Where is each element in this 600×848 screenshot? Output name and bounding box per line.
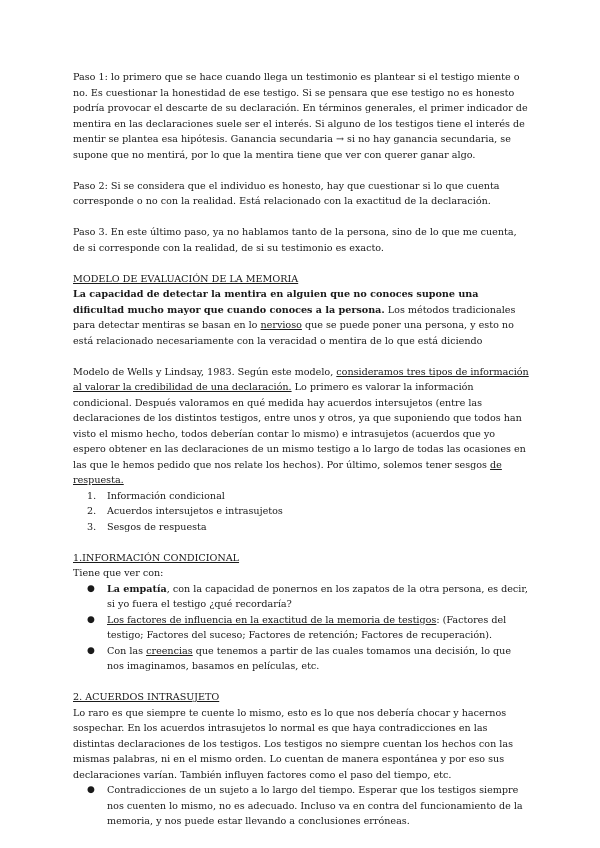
creencias-pre: Con las bbox=[107, 645, 147, 657]
empatia-text: , con la capacidad de ponernos en los zapatos de la otra persona, es decir, si yo fuera el testigo ¿qué recordaría? bbox=[107, 583, 528, 610]
factores-underlined: Los factores de influencia en la exactitud de la memoria de testigos bbox=[107, 614, 437, 626]
list-item bbox=[73, 489, 529, 505]
paso-3-paragraph: Paso 3. En este último paso, ya no hablamos tanto de la persona, sino de lo que me cuenta, de si corresponde con la realidad, de si su testimonio es exacto. bbox=[73, 227, 517, 254]
creencias-underlined: creencias bbox=[146, 645, 193, 657]
bullet-icon: ● bbox=[87, 785, 95, 795]
wells-underlined: consideramos tres tipos de información al valorar la credibilidad de una declaración. bbox=[73, 366, 529, 393]
modelo-heading: MODELO DE EVALUACIÓN DE LA MEMORIA bbox=[73, 273, 299, 285]
list-item-text: Sesgos de respuesta bbox=[107, 521, 207, 533]
acuerdos-list bbox=[73, 783, 529, 830]
acuerdos-bullet-text: Contradicciones de un sujeto a lo largo del tiempo. Esperar que los testigos siempre nos cuenten lo mismo, no es adecuado. Incluso va en contra del funcionamiento de la memoria, y nos puede estar llevando a conclusiones erróneas. bbox=[107, 785, 523, 827]
list-item-text: Información condicional bbox=[107, 490, 225, 502]
info-condicional-intro: Tiene que ver con: bbox=[73, 568, 164, 579]
paso-2-paragraph: Paso 2: Si se considera que el individuo es honesto, hay que cuestionar si lo que cuenta corresponde o no con la realidad. Está relacionado con la exactitud de la declaración. bbox=[73, 180, 500, 207]
modelo-bold-text: La capacidad de detectar la mentira en alguien que no conoces supone una dificultad mucho mayor que cuando conoces a la persona. bbox=[73, 289, 479, 316]
list-item bbox=[73, 783, 529, 830]
acuerdos-heading: 2. ACUERDOS INTRASUJETO bbox=[73, 692, 220, 703]
wells-list bbox=[73, 489, 529, 536]
list-item bbox=[73, 613, 529, 644]
list-item bbox=[73, 582, 529, 613]
list-number: 3. bbox=[87, 521, 97, 533]
paso-1-lead: Paso 1: lo primero que se hace cuando llega un testimonio es plantear si el testigo miente o no. Es cuestionar la honestidad de ese testigo. Si se pensara que ese testigo no es honesto podría provocar el descarte de su declaración. En términos generales, el primer indicador de mentira en las declaraciones suele ser el interés. Si alguno de los testigos tiene el interés de mentir se plantea esa hipótesis. bbox=[73, 72, 528, 145]
wells-underlined-2: de respuesta. bbox=[73, 459, 502, 486]
wells-intro: Modelo de Wells y Lindsay, 1983. Según este modelo, bbox=[73, 366, 337, 378]
info-condicional-list bbox=[73, 582, 529, 675]
factores-text: : (Factores del testigo; Factores del suceso; Factores de retención; Factores de recuperación). bbox=[107, 614, 507, 641]
creencias-text: que tenemos a partir de las cuales tomamos una decisión, lo que nos imaginamos, basamos en películas, etc. bbox=[107, 645, 512, 672]
list-item-text: Acuerdos intersujetos e intrasujetos bbox=[107, 506, 283, 517]
document-page bbox=[73, 70, 529, 830]
list-item bbox=[73, 504, 529, 520]
list-item bbox=[73, 520, 529, 536]
empatia-bold: La empatía bbox=[107, 583, 167, 595]
modelo-nervioso: nervioso bbox=[260, 320, 302, 331]
wells-rest: Lo primero es valorar la información condicional. Después valoramos en qué medida hay acuerdos intersujetos (entre las declaraciones de los distintos testigos, entre unos y otros, ya que suponiendo que todos han visto el mismo hecho, todos deberían contar lo mismo) e intrasujetos (acuerdos que yo espero obtener en las declaraciones de un mismo testigo a lo largo de todas las ocasiones en las que le hemos pedido que nos relate los hechos). Por último, solemos tener sesgos bbox=[73, 382, 526, 471]
modelo-text-1: Los métodos tradicionales para detectar mentiras se basan en lo bbox=[73, 304, 516, 331]
list-item bbox=[73, 644, 529, 675]
bullet-icon: ● bbox=[87, 645, 95, 656]
modelo-paragraph bbox=[73, 287, 529, 349]
wells-paragraph bbox=[73, 365, 529, 489]
acuerdos-paragraph: Lo raro es que siempre te cuente lo mismo, esto es lo que nos debería chocar y hacernos sospechar. En los acuerdos intrasujetos lo normal es que haya contradicciones en las distintas declaraciones de los testigos. Los testigos no siempre cuentan los hechos con las mismas palabras, ni en el mismo orden. Lo cuentan de manera espontánea y por eso sus declaraciones varían. También influyen factores como el paso del tiempo, etc. bbox=[73, 707, 514, 781]
bullet-icon: ● bbox=[87, 614, 95, 625]
list-number: 1. bbox=[87, 490, 97, 502]
paso-1-tail: Ganancia secundaria → si no hay ganancia secundaria, se supone que no mentirá, por lo que la mentira tiene que ver con querer ganar algo. bbox=[73, 134, 511, 161]
modelo-text-2: que se puede poner una persona, y esto no está relacionado necesariamente con la veracidad o mentira de lo que está diciendo bbox=[73, 320, 514, 347]
bullet-icon: ● bbox=[87, 583, 95, 594]
info-condicional-heading: 1.INFORMACIÓN CONDICIONAL bbox=[73, 552, 240, 564]
paso-1-paragraph bbox=[73, 70, 529, 163]
list-number: 2. bbox=[87, 506, 97, 517]
